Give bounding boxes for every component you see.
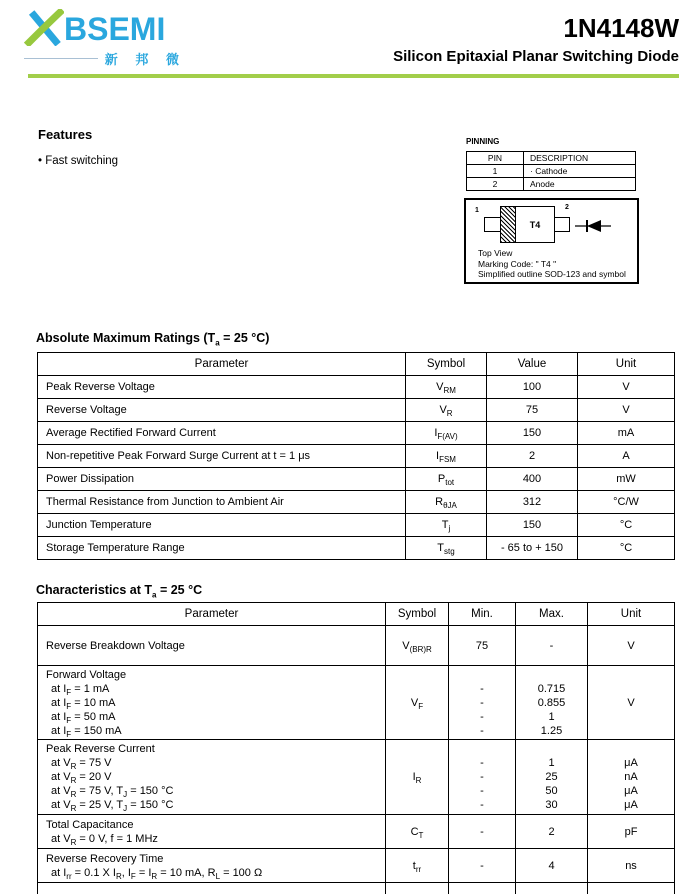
unit-line: nA xyxy=(624,771,638,783)
table-row xyxy=(38,666,675,740)
characteristics-header-row xyxy=(38,603,675,626)
parameter-condition: at $I_{rr} = 0.1$ X $I_R$, $I_F = I_R = 10$ mA, $R_L = 100$ Ω xyxy=(51,866,263,881)
cell-symbol: $V_{(BR)R}$ xyxy=(386,626,449,666)
package-right-lead xyxy=(554,217,570,232)
cell-parameter xyxy=(38,849,386,883)
cell-max xyxy=(516,740,588,815)
cell-unit: °C xyxy=(578,537,675,560)
cell-unit: V xyxy=(578,376,675,399)
min-line: - xyxy=(480,785,484,797)
table-row xyxy=(38,445,675,468)
max-line: 1 xyxy=(548,757,555,769)
cell-parameter xyxy=(38,666,386,740)
package-outline-box xyxy=(464,198,639,284)
parameter-condition: at $V_R = 75$ V xyxy=(51,757,112,772)
max-line xyxy=(516,668,587,682)
abs-max-table xyxy=(37,352,675,560)
cell-min: 75 xyxy=(449,626,516,666)
cell-symbol: $V_R$ xyxy=(406,399,487,422)
cell-parameter: Storage Temperature Range xyxy=(38,537,406,560)
unit-line xyxy=(588,742,674,756)
min-line: - xyxy=(480,697,484,709)
cell-min xyxy=(449,666,516,740)
document-subtitle: Silicon Epitaxial Planar Switching Diode xyxy=(393,48,679,65)
cell-unit: V xyxy=(588,626,675,666)
min-line: - xyxy=(480,771,484,783)
max-line xyxy=(516,742,587,756)
table-row xyxy=(38,626,675,666)
cell-parameter: Average Rectified Forward Current xyxy=(38,422,406,445)
pinning-row xyxy=(467,165,636,178)
cell-value: 150 xyxy=(487,422,578,445)
cell-parameter: Thermal Resistance from Junction to Ambient Air xyxy=(38,491,406,514)
max-line: 25 xyxy=(545,771,558,783)
cell-value: 150 xyxy=(487,514,578,537)
max-line: 30 xyxy=(545,799,558,811)
cell-min xyxy=(449,740,516,815)
min-line xyxy=(449,668,515,682)
company-logo xyxy=(24,8,186,68)
cell-unit: °C xyxy=(578,514,675,537)
features-title: Features xyxy=(38,127,93,142)
cell-max: - xyxy=(516,626,588,666)
unit-line: μA xyxy=(624,785,638,797)
logo-text: BSEMI xyxy=(64,11,166,47)
min-line: - xyxy=(480,683,484,695)
parameter-condition: at $V_R = 0$ V, f = 1 MHz xyxy=(51,832,158,847)
cell-max: 2 xyxy=(516,815,588,849)
parameter-condition: at $I_F = 1$ mA xyxy=(51,683,110,698)
table-row xyxy=(38,468,675,491)
parameter-line: Forward Voltage xyxy=(46,669,127,681)
logo-x-icon xyxy=(24,9,64,46)
cell-unit: mA xyxy=(578,422,675,445)
pin-number: 1 xyxy=(467,165,524,178)
parameter-condition: at $V_R = 25$ V, $T_J = 150$ °C xyxy=(51,799,174,814)
col-min: Min. xyxy=(449,603,516,626)
characteristics-table xyxy=(37,602,675,894)
cell-max: 4 xyxy=(516,849,588,883)
features-section xyxy=(38,127,118,167)
table-row xyxy=(38,491,675,514)
table-row xyxy=(38,376,675,399)
cell-parameter: Reverse Breakdown Voltage xyxy=(38,626,386,666)
col-symbol: Symbol xyxy=(406,353,487,376)
table-row xyxy=(38,422,675,445)
table-row xyxy=(38,399,675,422)
title-block xyxy=(393,14,679,65)
cell-min: - xyxy=(449,815,516,849)
logo-underline xyxy=(24,58,98,59)
min-line xyxy=(449,742,515,756)
package-pin2-label: 2 xyxy=(565,204,569,211)
cell-symbol: $T_{stg}$ xyxy=(406,537,487,560)
cell-symbol: $t_{rr}$ xyxy=(386,849,449,883)
cell-max xyxy=(516,666,588,740)
col-parameter: Parameter xyxy=(38,353,406,376)
package-marking: T4 xyxy=(529,219,541,230)
cell-unit: °C/W xyxy=(578,491,675,514)
cell-symbol: $V_{RM}$ xyxy=(406,376,487,399)
max-line: 1.25 xyxy=(540,725,563,737)
cell-symbol: $V_F$ xyxy=(386,666,449,740)
cell-unit: pF xyxy=(588,815,675,849)
unit-line: μA xyxy=(624,799,638,811)
cell-unit: V xyxy=(578,399,675,422)
diode-symbol-icon xyxy=(575,219,611,233)
pin-number: 2 xyxy=(467,178,524,191)
characteristics-title: Characteristics at $T_a = 25$ °C xyxy=(36,583,203,600)
cell-unit: V xyxy=(588,666,675,740)
col-symbol: Symbol xyxy=(386,603,449,626)
cell-value: 2 xyxy=(487,445,578,468)
cell-parameter xyxy=(38,740,386,815)
parameter-line: Reverse Recovery Time xyxy=(46,852,164,865)
pinning-col-pin: PIN xyxy=(467,152,524,165)
pinning-row xyxy=(467,178,636,191)
package-caption-outline: Simplified outline SOD-123 and symbol xyxy=(478,269,626,279)
package-pin1-label: 1 xyxy=(475,207,479,214)
cell-value: 400 xyxy=(487,468,578,491)
pin-description: · Cathode xyxy=(524,165,636,178)
parameter-line: Peak Reverse Current xyxy=(46,743,155,755)
logo-wordmark xyxy=(24,8,186,46)
logo-chinese-row xyxy=(24,49,186,68)
feature-item: • Fast switching xyxy=(38,155,119,167)
cell-value: - 65 to + 150 xyxy=(487,537,578,560)
table-row xyxy=(38,740,675,815)
cathode-band-hatch xyxy=(501,207,516,242)
package-body xyxy=(500,206,555,243)
parameter-line: Total Capacitance xyxy=(46,818,134,831)
table-row xyxy=(38,514,675,537)
parameter-condition: at $V_R = 20$ V xyxy=(51,771,112,786)
max-line: 50 xyxy=(545,785,558,797)
table-row xyxy=(38,849,675,883)
cell-symbol: $I_{F(AV)}$ xyxy=(406,422,487,445)
max-line: 0.715 xyxy=(537,683,566,695)
package-caption-top-view: Top View xyxy=(478,248,513,258)
package-caption-marking-code: Marking Code: " T4 " xyxy=(478,258,557,269)
max-line: 1 xyxy=(548,711,555,723)
cell-symbol: $I_{FSM}$ xyxy=(406,445,487,468)
col-parameter: Parameter xyxy=(38,603,386,626)
cell-symbol: $C_T$ xyxy=(386,815,449,849)
min-line: - xyxy=(480,711,484,723)
cell-unit xyxy=(588,740,675,815)
cell-empty xyxy=(386,883,449,894)
package-captions xyxy=(478,248,626,280)
parameter-condition: at $I_F = 10$ mA xyxy=(51,697,116,712)
cell-parameter: Reverse Voltage xyxy=(38,399,406,422)
abs-max-header-row xyxy=(38,353,675,376)
cell-parameter: Power Dissipation xyxy=(38,468,406,491)
cell-symbol: $I_R$ xyxy=(386,740,449,815)
unit-line: μA xyxy=(624,757,638,769)
parameter-condition: at $I_F = 50$ mA xyxy=(51,711,116,726)
min-line: - xyxy=(480,799,484,811)
cell-symbol: $T_j$ xyxy=(406,514,487,537)
col-value: Value xyxy=(487,353,578,376)
min-line: - xyxy=(480,757,484,769)
cell-parameter xyxy=(38,815,386,849)
cell-empty xyxy=(516,883,588,894)
cell-value: 100 xyxy=(487,376,578,399)
col-unit: Unit xyxy=(578,353,675,376)
pinning-col-description: DESCRIPTION xyxy=(524,152,636,165)
cell-unit: ns xyxy=(588,849,675,883)
cell-parameter: Peak Reverse Voltage xyxy=(38,376,406,399)
pinning-table xyxy=(466,151,636,191)
col-max: Max. xyxy=(516,603,588,626)
pinning-label: PINNING xyxy=(466,137,500,146)
cell-empty xyxy=(588,883,675,894)
table-row xyxy=(38,815,675,849)
table-row xyxy=(38,537,675,560)
max-line: 0.855 xyxy=(537,697,566,709)
cell-value: 75 xyxy=(487,399,578,422)
pinning-header-row xyxy=(467,152,636,165)
cell-unit: A xyxy=(578,445,675,468)
package-left-lead xyxy=(484,217,501,232)
pin-description: Anode xyxy=(524,178,636,191)
cell-symbol: $P_{tot}$ xyxy=(406,468,487,491)
logo-chinese-text: 新 邦 微 xyxy=(104,52,186,67)
col-unit: Unit xyxy=(588,603,675,626)
min-line: - xyxy=(480,725,484,737)
cell-unit: mW xyxy=(578,468,675,491)
part-number: 1N4148W xyxy=(563,13,679,43)
cell-min: - xyxy=(449,849,516,883)
table-row-partial xyxy=(38,883,675,894)
parameter-condition: at $I_F = 150$ mA xyxy=(51,725,122,740)
cell-empty xyxy=(38,883,386,894)
cell-symbol: $R_{\theta JA}$ xyxy=(406,491,487,514)
cell-empty xyxy=(449,883,516,894)
parameter-condition: at $V_R = 75$ V, $T_J = 150$ °C xyxy=(51,785,174,800)
header-divider xyxy=(28,74,679,78)
cell-value: 312 xyxy=(487,491,578,514)
cell-parameter: Junction Temperature xyxy=(38,514,406,537)
cell-parameter: Non-repetitive Peak Forward Surge Current at t = 1 μs xyxy=(38,445,406,468)
abs-max-title: Absolute Maximum Ratings ($T_a = 25$ °C) xyxy=(36,331,270,348)
